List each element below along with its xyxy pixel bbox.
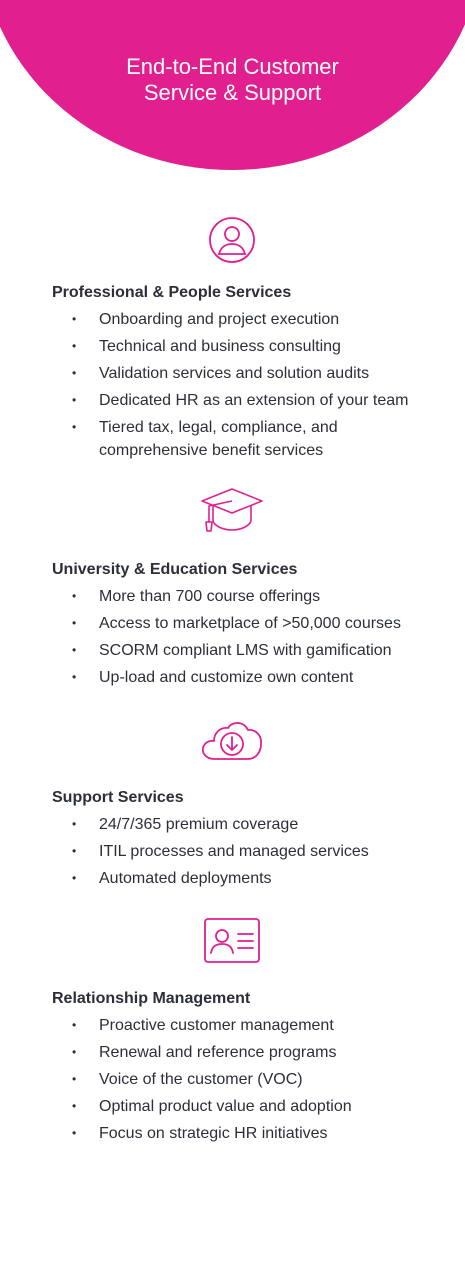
list-item: • SCORM compliant LMS with gamification	[0, 639, 465, 662]
list-item: • Onboarding and project execution	[0, 308, 465, 331]
list-item: • Optimal product value and adoption	[0, 1095, 465, 1118]
graduation-cap-icon	[200, 484, 264, 538]
list-item: • Technical and business consulting	[0, 335, 465, 358]
section-title: Professional & People Services	[52, 284, 292, 301]
bullet-list	[0, 308, 465, 466]
cloud-download-icon	[200, 713, 264, 767]
list-item: • Up-load and customize own content	[0, 666, 465, 689]
list-item: • ITIL processes and managed services	[0, 840, 465, 863]
section-title: University & Education Services	[52, 561, 298, 578]
page-title	[0, 54, 465, 106]
list-item: • Renewal and reference programs	[0, 1041, 465, 1064]
list-item: • Automated deployments	[0, 867, 465, 890]
list-item: • Tiered tax, legal, compliance, and comprehensive benefit services	[0, 416, 465, 462]
id-card-icon	[200, 914, 264, 968]
list-item: • Access to marketplace of >50,000 courses	[0, 612, 465, 635]
list-item: • Dedicated HR as an extension of your team	[0, 389, 465, 412]
section-title: Support Services	[52, 789, 184, 806]
list-item: • 24/7/365 premium coverage	[0, 813, 465, 836]
list-item: • More than 700 course offerings	[0, 585, 465, 608]
list-item: • Voice of the customer (VOC)	[0, 1068, 465, 1091]
page-title-line-2: Service & Support	[143, 80, 322, 105]
bullet-list	[0, 1014, 465, 1149]
page-title-line-1: End-to-End Customer	[126, 54, 339, 79]
list-item: • Proactive customer management	[0, 1014, 465, 1037]
section-title: Relationship Management	[52, 990, 251, 1007]
list-item: • Validation services and solution audits	[0, 362, 465, 385]
bullet-list	[0, 585, 465, 693]
user-circle-icon	[200, 213, 264, 267]
bullet-list	[0, 813, 465, 894]
list-item: • Focus on strategic HR initiatives	[0, 1122, 465, 1145]
